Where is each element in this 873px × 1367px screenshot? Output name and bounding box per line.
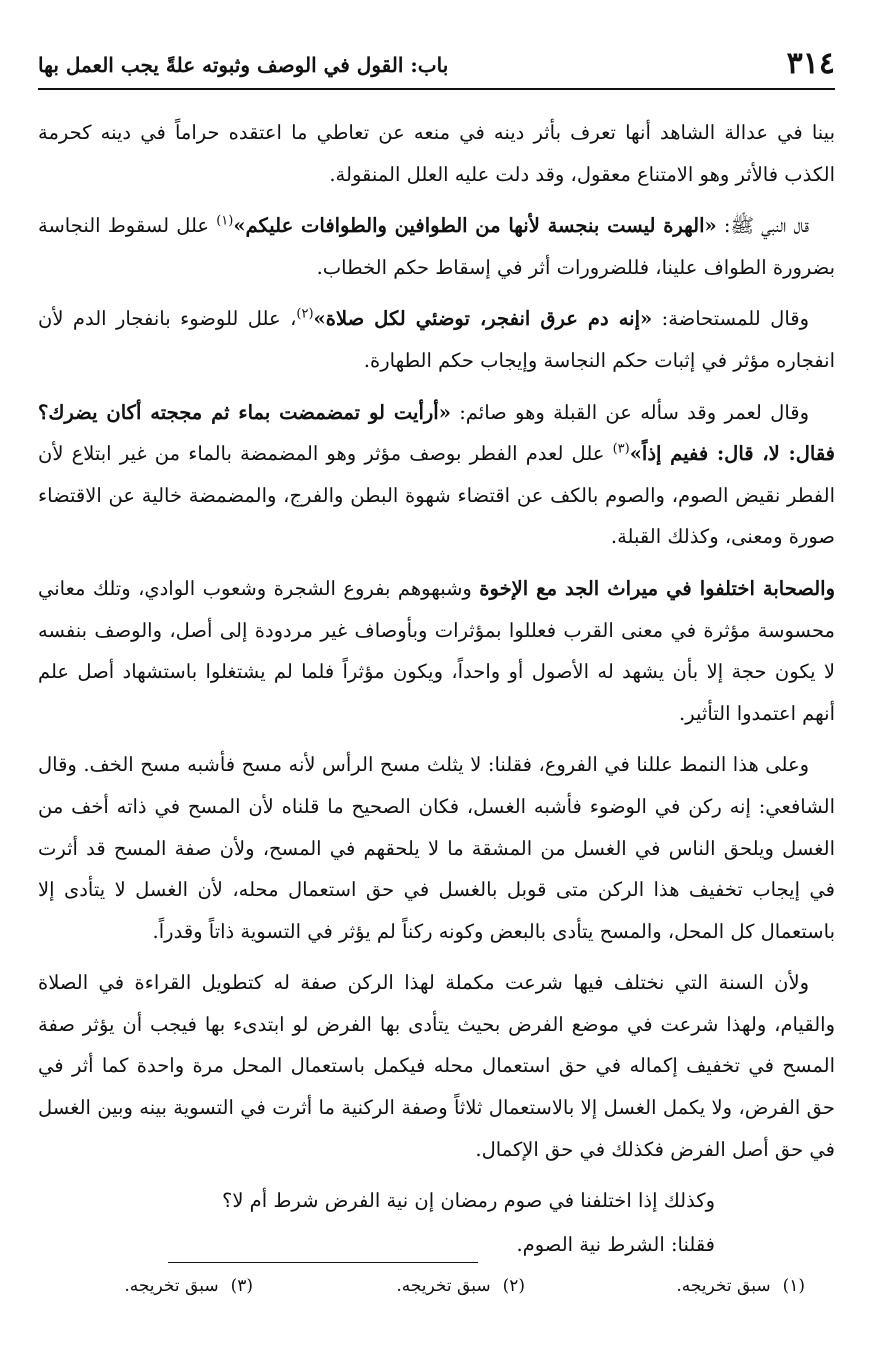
page-number: ٣١٤ bbox=[786, 46, 835, 81]
chapter-title: باب: القول في الوصف وثبوته علةً يجب العمل بها bbox=[38, 53, 449, 77]
footnote-number: (٢) bbox=[502, 1276, 525, 1296]
paragraph-3 bbox=[38, 298, 835, 381]
footnote-text: سبق تخريجه. bbox=[124, 1276, 219, 1296]
footnotes bbox=[60, 1272, 805, 1312]
paragraph-1: بينا في عدالة الشاهد أنها تعرف بأثر دينه في منعه عن تعاطي ما اعتقده حراماً في دينه كحرمة الكذب فالأثر وهو الامتناع معقول، وقد دلت عليه العلل المنقولة. bbox=[38, 121, 835, 186]
paragraph-2-rest: علل لسقوط النجاسة بضرورة الطواف علينا، فللضرورات أثر في إسقاط حكم الخطاب. bbox=[38, 214, 835, 279]
footnote-number: (١) bbox=[782, 1276, 805, 1296]
paragraph-6: وعلى هذا النمط عللنا في الفروع، فقلنا: لا يثلث مسح الرأس لأنه مسح فأشبه مسح الخف. وقال الشافعي: إنه ركن في الوضوء فأشبه الغسل، فكان الصحيح ما قلناه لأن المسح في ذاته أخف من الغسل ويلحق الناس في الغسل من المشقة ما لا يلحقهم في المسح، ولأن صفة المسح قد أثرت في إيجاب تخفيف هذا الركن متى قوبل بالغسل في حق استعمال محله، لأن الغسل لا يتأدى إلا باستعمال كل المحل، والمسح يتأدى بالبعض وكونه ركناً لم يؤثر في التسوية ذاتاً وقدراً. bbox=[38, 753, 835, 943]
paragraph-8: وكذلك إذا اختلفنا في صوم رمضان إن نية الفرض شرط أم لا؟ bbox=[222, 1189, 715, 1213]
footnote-ref-3: (٣) bbox=[612, 441, 630, 457]
footnote-divider bbox=[168, 1262, 478, 1263]
paragraph-4-intro: وقال لعمر وقد سأله عن القبلة وهو صائم: bbox=[450, 400, 810, 424]
footnote-ref-1: (١) bbox=[216, 213, 234, 229]
running-header bbox=[38, 40, 835, 90]
footnote-1 bbox=[676, 1272, 805, 1300]
main-text bbox=[38, 112, 835, 1267]
paragraph-2-intro: قال النبي ﷺ: bbox=[716, 214, 809, 238]
paragraph-2 bbox=[38, 205, 835, 288]
hadith-quote-1: «الهرة ليست بنجسة لأنها من الطوافين والطوافات عليكم» bbox=[233, 214, 717, 238]
paragraph-9: فقلنا: الشرط نية الصوم. bbox=[516, 1232, 715, 1256]
paragraph-5 bbox=[38, 568, 835, 734]
footnote-2 bbox=[396, 1272, 525, 1300]
footnote-number: (٣) bbox=[230, 1276, 253, 1296]
footnote-ref-2: (٢) bbox=[296, 306, 314, 322]
hadith-quote-3: «أرأيت لو تمضمضت بماء ثم مججته أكان يضرك؟ فقال: لا، قال: ففيم إذاً» bbox=[38, 400, 836, 466]
paragraph-4-rest: علل لعدم الفطر بوصف مؤثر وهو المضمضة بالماء من غير ابتلاع لأن الفطر نقيض الصوم، والصوم بالكف عن اقتضاء شهوة البطن والفرج، والمضمضة خالية عن الاقتضاء صورة ومعنى، وكذلك القبلة. bbox=[38, 442, 835, 549]
hadith-quote-2: «إنه دم عرق انفجر، توضئي لكل صلاة» bbox=[313, 307, 653, 331]
paragraph-3-rest: ، علل للوضوء بانفجار الدم لأن انفجاره مؤثر في إثبات حكم النجاسة وإيجاب حكم الطهارة. bbox=[38, 307, 835, 372]
footnote-3 bbox=[124, 1272, 253, 1300]
paragraph-5-rest: وشبهوهم بفروع الشجرة وشعوب الوادي، وتلك معاني محسوسة مؤثرة في معنى القرب فعللوا بمؤثرات وبأوصاف غير مردودة إلى أصل، والوصف بنفسه لا يكون حجة إلا بأن يشهد له الأصول أو واحداً، ويكون مؤثراً فلما لم يشتغلوا باستشهاد أصل علم أنهم اعتمدوا التأثير. bbox=[38, 576, 835, 725]
paragraph-5-bold: والصحابة اختلفوا في ميراث الجد مع الإخوة bbox=[479, 576, 835, 600]
paragraph-3-intro: وقال للمستحاضة: bbox=[652, 307, 809, 331]
footnote-text: سبق تخريجه. bbox=[676, 1276, 771, 1296]
footnote-text: سبق تخريجه. bbox=[396, 1276, 491, 1296]
paragraph-4 bbox=[38, 392, 835, 558]
paragraph-7: ولأن السنة التي نختلف فيها شرعت مكملة لهذا الركن صفة له كتطويل القراءة في الصلاة والقيام، ولهذا شرعت في موضع الفرض بحيث يتأدى بها الفرض لو ابتدىء بها فيجب أن يؤثر صفة المسح في تخفيف إكماله في حق استعمال محله فيكمل باستعمال المحل مرة واحدة كما أثر في حق الفرض، ولا يكمل الغسل إلا بالاستعمال ثلاثاً وصفة الركنية ما أثرت في التسوية بينه وبين الغسل في حق أصل الفرض فكذلك في حق الإكمال. bbox=[38, 971, 835, 1161]
